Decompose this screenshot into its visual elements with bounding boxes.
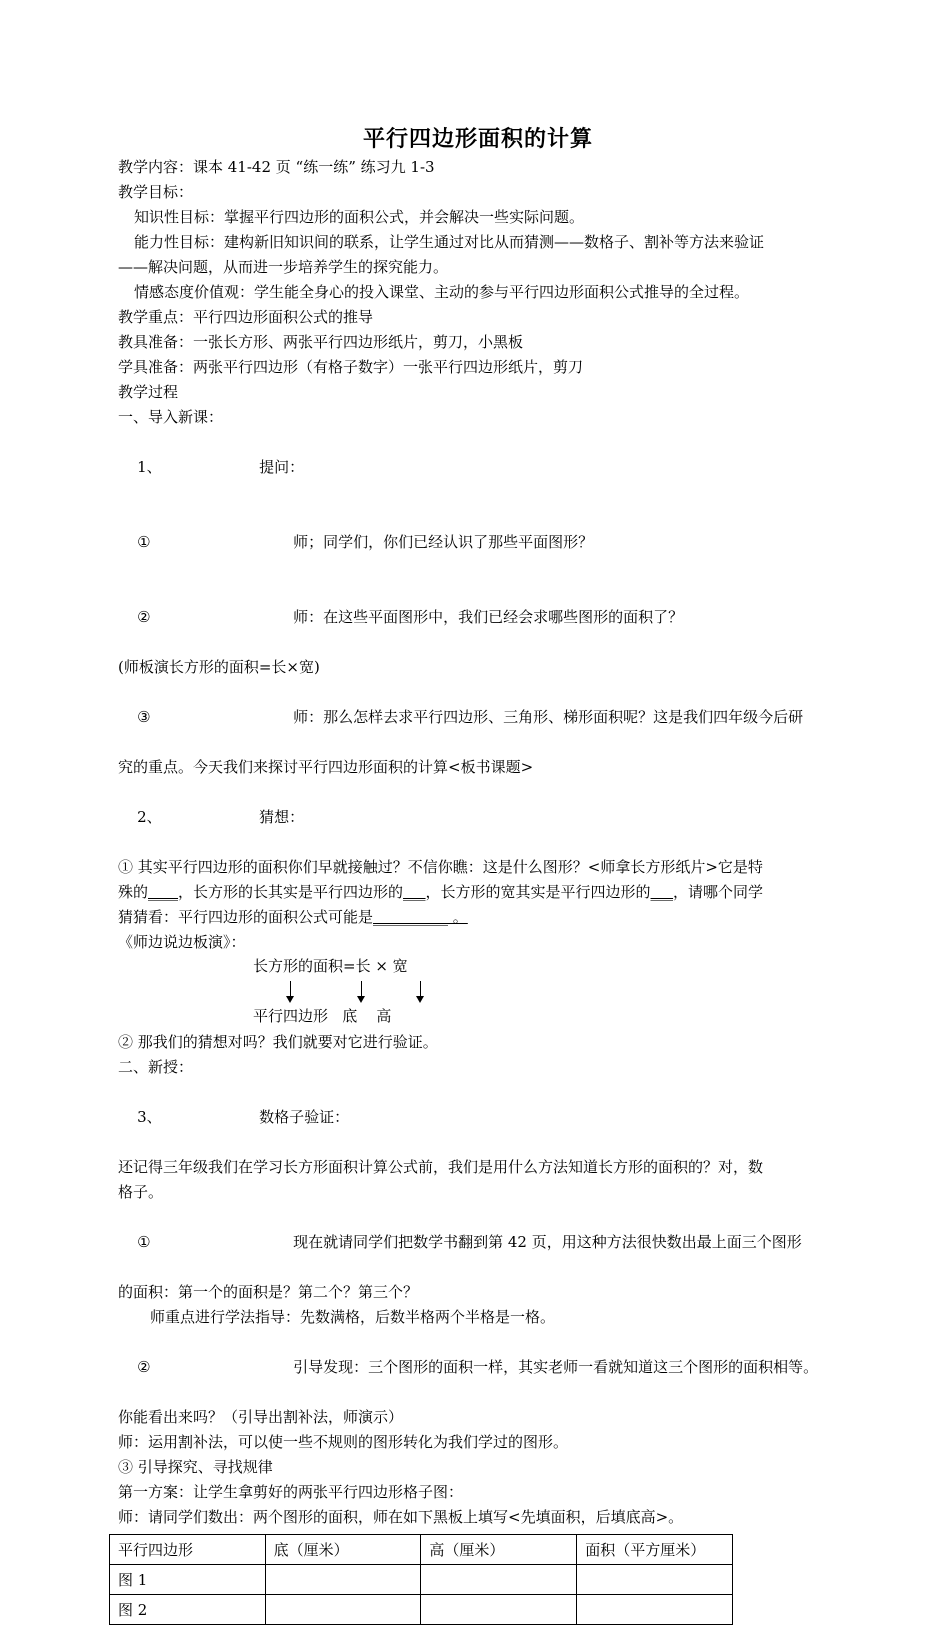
text-line: 第一方案：让学生拿剪好的两张平行四边形格子图： xyxy=(118,1483,464,1501)
numbered-line xyxy=(118,580,838,655)
text-line: ——解决问题，从而进一步培养学生的探究能力。 xyxy=(118,258,449,276)
diagram-top-text: 长方形的面积=长 × 宽 xyxy=(253,957,408,975)
item-text: 提问： xyxy=(259,458,305,476)
item-number: 2、 xyxy=(137,808,162,826)
item-number: ② xyxy=(137,1358,151,1376)
text-line: 一、导入新课： xyxy=(118,408,224,426)
arrow-down-icon xyxy=(420,981,421,999)
text-line: 还记得三年级我们在学习长方形面积计算公式前，我们是用什么方法知道长方形的面积的？对，数 xyxy=(118,1158,764,1176)
item-text: 师；同学们，你们已经认识了那些平面图形？ xyxy=(293,533,594,551)
item-text: 引导发现：三个图形的面积一样，其实老师一看就知道这三个图形的面积相等。 xyxy=(293,1358,819,1376)
document-page xyxy=(118,118,838,1625)
text-fragment: 猜猜看：平行四边形的面积公式可能是 xyxy=(118,908,374,926)
fill-blank: ___ xyxy=(650,883,674,901)
formula-diagram xyxy=(118,955,838,1030)
item-text: 猜想： xyxy=(259,808,305,826)
numbered-line xyxy=(118,1330,838,1405)
fill-blank: __________ 。 xyxy=(373,908,468,926)
table-cell xyxy=(421,1565,577,1595)
text-line: 的面积：第一个的面积是？第二个？第三个？ xyxy=(118,1283,419,1301)
page-title: 平行四边形面积的计算 xyxy=(362,126,593,152)
text-line xyxy=(118,905,838,930)
text-fragment: ，长方形的宽其实是平行四边形的 xyxy=(425,883,651,901)
item-text: 现在就请同学们把数学书翻到第 42 页，用这种方法很快数出最上面三个图形 xyxy=(293,1233,802,1251)
text-line: 教学过程 xyxy=(118,383,179,401)
item-text: 师：那么怎样去求平行四边形、三角形、梯形面积呢？这是我们四年级今后研 xyxy=(293,708,804,726)
table-cell: 图 1 xyxy=(110,1565,266,1595)
text-line: 究的重点。今天我们来探讨平行四边形面积的计算<板书课题> xyxy=(118,758,534,776)
text-line: 教具准备：一张长方形、两张平行四边形纸片，剪刀，小黑板 xyxy=(118,333,524,351)
table-header-cell: 平行四边形 xyxy=(110,1535,266,1565)
text-fragment: 殊的 xyxy=(118,883,149,901)
item-number: ① xyxy=(137,533,151,551)
text-line: 格子。 xyxy=(118,1183,164,1201)
table-cell xyxy=(577,1565,733,1595)
table-cell xyxy=(265,1595,421,1625)
text-line: 二、新授： xyxy=(118,1058,194,1076)
arrow-down-icon xyxy=(290,981,291,999)
text-line: 知识性目标：掌握平行四边形的面积公式，并会解决一些实际问题。 xyxy=(134,208,585,226)
table-row xyxy=(110,1595,733,1625)
fill-blank: ___ xyxy=(403,883,426,901)
table-cell xyxy=(577,1595,733,1625)
numbered-line xyxy=(118,1205,838,1280)
item-text: 师：在这些平面图形中，我们已经会求哪些图形的面积了？ xyxy=(293,608,684,626)
text-fragment: ，请哪个同学 xyxy=(673,883,764,901)
text-line: 师重点进行学法指导：先数满格，后数半格两个半格是一格。 xyxy=(150,1308,556,1326)
text-line: 能力性目标：建构新旧知识间的联系，让学生通过对比从而猜测——数格子、割补等方法来验证 xyxy=(134,233,765,251)
numbered-line xyxy=(118,1080,838,1155)
numbered-line xyxy=(118,505,838,580)
arrow-down-icon xyxy=(361,981,362,999)
table-row xyxy=(110,1565,733,1595)
diagram-bottom-text: 平行四边形 底 高 xyxy=(253,1007,392,1025)
data-table xyxy=(109,1534,733,1625)
text-line: 《师边说边板演》： xyxy=(118,933,246,951)
text-line: 教学内容：课本 41-42 页 “练一练” 练习九 1-3 xyxy=(118,158,435,176)
text-line: 师：请同学们数出：两个图形的面积，师在如下黑板上填写<先填面积，后填底高>。 xyxy=(118,1508,684,1526)
text-line: 你能看出来吗？（引导出割补法，师演示） xyxy=(118,1408,404,1426)
text-line: ① 其实平行四边形的面积你们早就接触过？不信你瞧：这是什么图形？<师拿长方形纸片>它是特 xyxy=(118,858,763,876)
text-line: 师：运用割补法，可以使一些不规则的图形转化为我们学过的图形。 xyxy=(118,1433,569,1451)
item-number: ② xyxy=(137,608,151,626)
table-header-row xyxy=(110,1535,733,1565)
table-header-cell: 面积（平方厘米） xyxy=(577,1535,733,1565)
numbered-line xyxy=(118,430,838,505)
numbered-line xyxy=(118,780,838,855)
text-line: 情感态度价值观：学生能全身心的投入课堂、主动的参与平行四边形面积公式推导的全过程。 xyxy=(134,283,750,301)
numbered-line xyxy=(118,680,838,755)
table-cell xyxy=(265,1565,421,1595)
item-number: ③ xyxy=(137,708,151,726)
text-line xyxy=(118,880,838,905)
table-header-cell: 底（厘米） xyxy=(265,1535,421,1565)
text-fragment: ，长方形的长其实是平行四边形的 xyxy=(178,883,404,901)
item-number: 3、 xyxy=(137,1108,162,1126)
table-header-cell: 高（厘米） xyxy=(421,1535,577,1565)
text-line: 教学目标： xyxy=(118,183,194,201)
table-cell xyxy=(421,1595,577,1625)
table-cell: 图 2 xyxy=(110,1595,266,1625)
text-line: ③ 引导探究、寻找规律 xyxy=(118,1458,273,1476)
fill-blank: ____ xyxy=(148,883,179,901)
text-line: 教学重点：平行四边形面积公式的推导 xyxy=(118,308,374,326)
item-number: ① xyxy=(137,1233,151,1251)
text-line: ② 那我们的猜想对吗？我们就要对它进行验证。 xyxy=(118,1033,438,1051)
item-text: 数格子验证： xyxy=(259,1108,350,1126)
text-line: 学具准备：两张平行四边形（有格子数字）一张平行四边形纸片，剪刀 xyxy=(118,358,584,376)
text-line: (师板演长方形的面积=长×宽) xyxy=(118,658,320,676)
item-number: 1、 xyxy=(137,458,162,476)
